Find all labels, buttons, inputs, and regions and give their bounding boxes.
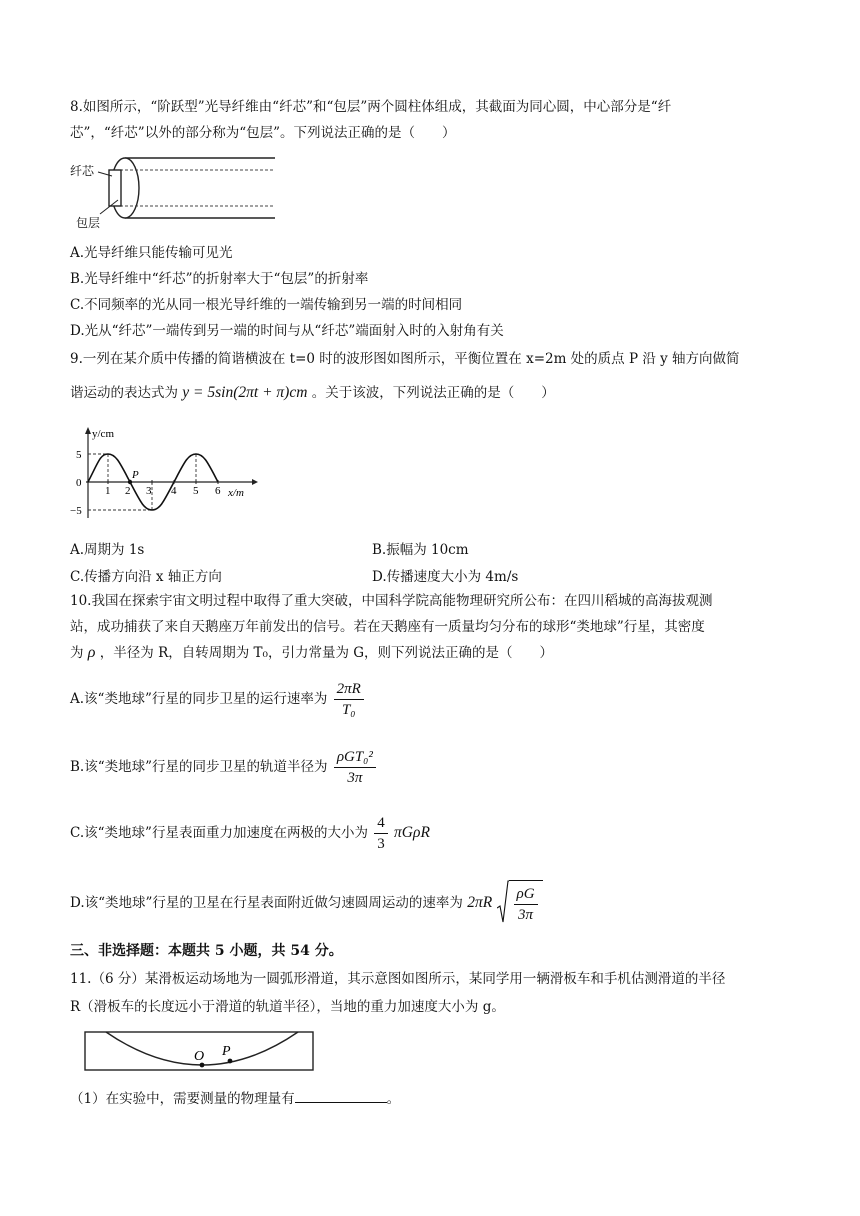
q10-stem-line1: 10.我国在探索宇宙文明过程中取得了重大突破，中国科学院高能物理研究所公布：在四川稻城的高海拔观测 (70, 593, 713, 609)
q10-option-d-coef: 2πR (467, 894, 493, 911)
y-axis-label: y/cm (92, 428, 114, 440)
q10-option-a-fraction (334, 679, 364, 720)
q11-sub1 (70, 1086, 400, 1112)
x-tick-5: 5 (193, 485, 199, 497)
q8-stem-line1: 8.如图所示，“阶跃型”光导纤维由“纤芯”和“包层”两个圆柱体组成，其截面为同心圆，中心部分是“纤 (70, 99, 672, 115)
q10-option-d-text: D.该“类地球”行星的卫星在行星表面附近做匀速圆周运动的速率为 (70, 895, 463, 911)
fraction-denominator: 3π (347, 770, 363, 786)
q10-option-d (70, 880, 543, 927)
q8-option-d: D.光从“纤芯”一端传到另一端的时间与从“纤芯”端面射入时的入射角有关 (70, 323, 504, 339)
rho-symbol: ρ (87, 644, 96, 661)
fraction-numerator: ρG (514, 884, 538, 905)
x-tick-6: 6 (215, 485, 221, 497)
fraction-denominator: 3 (377, 836, 385, 852)
y-tick-5: 5 (76, 449, 82, 461)
fiber-figure (70, 152, 280, 232)
q9-stem-line2 (70, 380, 555, 406)
q10-option-b-fraction (334, 747, 376, 788)
x-tick-1: 1 (105, 485, 111, 497)
q8-option-a: A.光导纤维只能传输可见光 (70, 245, 233, 261)
x-tick-3: 3 (146, 485, 152, 497)
q8-option-b: B.光导纤维中“纤芯”的折射率大于“包层”的折射率 (70, 271, 369, 287)
section-3-title: 三、非选择题：本题共 5 小题，共 54 分。 (70, 943, 343, 959)
q9-stem-line2-post: 。关于该波，下列说法正确的是（ ） (311, 385, 555, 401)
q10-stem-line3-post: ，半径为 R，自转周期为 T₀，引力常量为 G，则下列说法正确的是（ ） (99, 645, 554, 661)
q10-stem-line3 (70, 640, 553, 666)
q10-stem-line2: 站，成功捕获了来自天鹅座万年前发出的信号。若在天鹅座有一质量均匀分布的球形“类地球”行星，其密度 (70, 619, 705, 635)
y-tick-0: 0 (76, 477, 82, 489)
q9-formula: y = 5sin(2πt + π)cm (182, 384, 308, 401)
x-axis-label: x/m (228, 487, 244, 499)
fraction-numerator: ρGT₀² (334, 747, 376, 768)
q10-stem-line3-pre: 为 (70, 645, 84, 661)
q10-option-a-text: A.该“类地球”行星的同步卫星的运行速率为 (70, 691, 328, 707)
wave-graph-svg (70, 422, 270, 522)
wave-graph (70, 422, 270, 522)
point-p-label: P (222, 1044, 231, 1059)
fiber-core-label: 纤芯 (70, 164, 95, 178)
x-tick-4: 4 (171, 485, 177, 497)
q10-option-c-tail: πGρR (394, 824, 430, 841)
q10-option-b-text: B.该“类地球”行星的同步卫星的轨道半径为 (70, 759, 328, 775)
q10-option-c-text: C.该“类地球”行星表面重力加速度在两极的大小为 (70, 825, 368, 841)
q11-stem-line1: 11.（6 分）某滑板运动场地为一圆弧形滑道，其示意图如图所示，某同学用一辆滑板车和手机估测滑道的半径 (70, 971, 726, 987)
sqrt-symbol (497, 880, 543, 927)
skate-track-figure (84, 1026, 320, 1074)
fiber-cladding-label: 包层 (76, 216, 101, 230)
q9-option-a: A.周期为 1s (70, 542, 145, 558)
x-tick-2: 2 (125, 485, 131, 497)
fraction-numerator: 2πR (334, 679, 364, 700)
q11-sub1-text: （1）在实验中，需要测量的物理量有 (70, 1091, 295, 1107)
q9-stem-line2-pre: 谐运动的表达式为 (70, 385, 178, 401)
q9-option-c: C.传播方向沿 x 轴正方向 (70, 569, 222, 585)
fraction-denominator: 3π (518, 907, 534, 923)
q9-option-b: B.振幅为 10cm (372, 542, 469, 558)
q8-stem-line2: 芯”，“纤芯”以外的部分称为“包层”。下列说法正确的是（ ） (70, 125, 456, 141)
answer-blank[interactable] (295, 1088, 387, 1103)
fiber-diagram (70, 152, 280, 232)
skate-track-svg (84, 1026, 320, 1074)
q10-option-a (70, 678, 366, 720)
q10-option-c-fraction (374, 813, 388, 854)
q9-stem-line1: 9.一列在某介质中传播的简谐横波在 t=0 时的波形图如图所示，平衡位置在 x=2m 处的质点 P 沿 y 轴方向做简 (70, 351, 740, 367)
q11-sub1-end: 。 (386, 1091, 401, 1107)
point-o-label: O (194, 1049, 205, 1064)
fraction-numerator: 4 (374, 813, 388, 834)
q10-option-d-fraction (514, 884, 538, 925)
q9-option-d: D.传播速度大小为 4m/s (372, 569, 519, 585)
y-tick-neg5: −5 (70, 505, 82, 517)
q8-option-c: C.不同频率的光从同一根光导纤维的一端传输到另一端的时间相同 (70, 297, 463, 313)
fraction-denominator: T₀ (341, 702, 356, 718)
q10-option-b (70, 746, 378, 788)
q11-stem-line2: R（滑板车的长度远小于滑道的轨道半径），当地的重力加速度大小为 g。 (70, 999, 505, 1015)
radical-sign (497, 880, 509, 924)
q10-option-c (70, 812, 430, 854)
point-p-label: P (132, 469, 139, 481)
